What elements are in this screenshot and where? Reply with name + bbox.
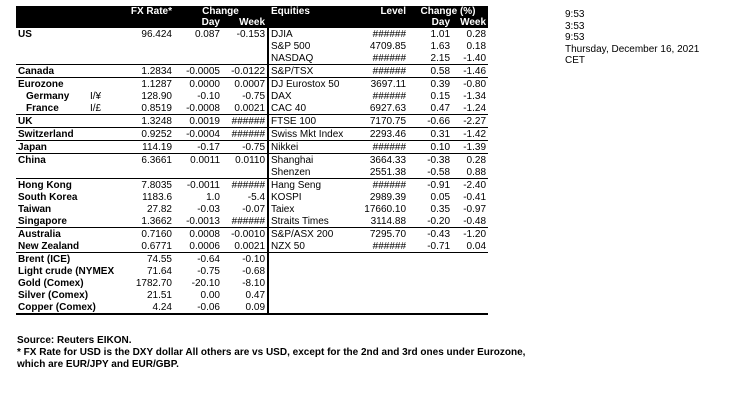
equity-level: 4709.85: [369, 40, 407, 52]
fx-change-week: -0.75: [242, 90, 266, 102]
fx-change-day: -0.0004: [174, 128, 222, 141]
equity-index: [268, 301, 360, 314]
fx-rate: 1.3248: [108, 115, 174, 128]
rate-unit: [88, 215, 108, 228]
equity-change-day: -0.71: [427, 240, 451, 252]
fx-change-day: 0.087: [194, 28, 220, 40]
equity-level: ######: [372, 240, 407, 252]
timestamp-block: [565, 9, 699, 67]
rate-unit: [88, 289, 108, 301]
fx-change-week: 0.47: [245, 289, 266, 301]
equity-level: 17660.10: [364, 203, 407, 215]
equity-level: 3697.11: [360, 78, 408, 91]
fx-change-day: 0.0000: [174, 78, 222, 91]
rate-unit: [88, 191, 108, 203]
equity-change-week: -1.39: [452, 141, 488, 154]
equity-index: KOSPI: [268, 191, 360, 203]
fx-change-day: -0.03: [197, 203, 220, 215]
fx-change-day: 0.0006: [189, 240, 220, 252]
header-blank: [88, 6, 108, 17]
equity-change-day: [408, 265, 452, 277]
equity-change-day: 0.05: [430, 191, 451, 203]
equity-level: [360, 277, 408, 289]
equity-change-week: 0.28: [466, 28, 487, 40]
equity-change-day: 0.35: [430, 203, 451, 215]
header-subrow: [16, 17, 488, 28]
equity-change-day: 0.47: [430, 102, 451, 114]
fx-change-day: -0.0013: [186, 215, 220, 227]
header-row: [16, 6, 488, 17]
table-row: [16, 215, 488, 228]
fx-rate: 0.6771: [141, 240, 172, 252]
equity-level: ######: [360, 141, 408, 154]
table-row: [16, 28, 488, 40]
table-row: [16, 203, 488, 215]
equity-change-day: 0.15: [430, 90, 451, 102]
equity-index: S&P/ASX 200: [268, 228, 360, 241]
equity-level: ######: [372, 28, 407, 40]
equity-level: ######: [372, 90, 407, 102]
equity-index: DAX: [268, 90, 360, 102]
equity-change-week: [452, 289, 488, 301]
fx-rate: 1.2834: [108, 65, 174, 78]
rate-unit: [88, 240, 108, 253]
country-name: [16, 40, 88, 52]
equity-change-day: 1.01: [430, 28, 451, 40]
fx-change-week: ######: [231, 215, 266, 227]
country-name: Singapore: [18, 215, 67, 227]
country-name: Eurozone: [16, 78, 88, 91]
header-blank: [16, 6, 88, 17]
equity-change-day: -0.91: [408, 179, 452, 192]
equity-change-week: -0.41: [463, 191, 487, 203]
equity-level: [360, 253, 408, 266]
equity-change-week: [452, 253, 488, 266]
equity-level: ######: [360, 65, 408, 78]
fx-change-week: 0.0007: [222, 78, 268, 91]
equity-change-week: 0.18: [466, 40, 487, 52]
rate-unit: I/¥: [90, 90, 102, 102]
rate-unit: [88, 65, 108, 78]
equity-index: DJ Eurostox 50: [268, 78, 360, 91]
header-eq-week: Week: [452, 17, 488, 28]
header-fx-rate: FX Rate*: [108, 6, 174, 17]
fx-rate: 128.90: [141, 90, 172, 102]
table-row: [16, 166, 488, 179]
timestamp-line: 9:53: [565, 32, 585, 43]
equity-change-day: -0.20: [427, 215, 451, 227]
equity-level: 2293.46: [360, 128, 408, 141]
fx-change-day: -0.10: [197, 90, 220, 102]
header-blank: [16, 17, 88, 28]
fx-rate: 21.51: [146, 289, 172, 301]
equity-index: Straits Times: [268, 215, 360, 228]
table-row: [16, 141, 488, 154]
equity-change-day: 0.39: [408, 78, 452, 91]
fx-change-week: -0.153: [236, 28, 266, 40]
equity-index: S&P 500: [268, 40, 360, 52]
fx-rate: 0.7160: [108, 228, 174, 241]
fx-change-week: [222, 40, 268, 52]
equity-change-day: [408, 253, 452, 266]
equity-change-week: [452, 301, 488, 314]
rate-unit: [88, 52, 108, 65]
equity-level: 7295.70: [360, 228, 408, 241]
equity-change-week: -2.40: [452, 179, 488, 192]
country-name: Hong Kong: [16, 179, 88, 192]
fx-change-week: -8.10: [242, 277, 266, 289]
timestamp-line: Thursday, December 16, 2021: [565, 43, 700, 55]
equity-index: Swiss Mkt Index: [268, 128, 360, 141]
fx-change-day: 0.0008: [174, 228, 222, 241]
equity-index: Hang Seng: [268, 179, 360, 192]
fx-rate: 6.3661: [108, 154, 174, 167]
rate-unit: [88, 166, 108, 179]
timestamp-line: CET: [565, 55, 585, 66]
header-blank: [108, 17, 174, 28]
fx-footnote: * FX Rate for USD is the DXY dollar All others are vs USD, except for the 2nd and 3rd ones under Eurozone,: [17, 347, 526, 358]
equity-index: S&P/TSX: [268, 65, 360, 78]
fx-change-day: -0.64: [174, 253, 222, 266]
header-change-pct: Change (%): [408, 6, 488, 17]
header-week: Week: [222, 17, 268, 28]
fx-rate: 0.8519: [141, 102, 172, 114]
equity-level: ######: [360, 179, 408, 192]
equity-change-week: 0.04: [466, 240, 487, 252]
header-day: Day: [174, 17, 222, 28]
rate-unit: [88, 154, 108, 167]
equity-change-week: 0.28: [452, 154, 488, 167]
fx-change-week: 0.0021: [234, 102, 266, 114]
fx-rate: 1.1287: [108, 78, 174, 91]
table-row: [16, 65, 488, 78]
equity-change-week: -1.34: [463, 90, 487, 102]
fx-rate: [108, 52, 174, 65]
table-row: [16, 78, 488, 91]
fx-change-week: -0.0010: [222, 228, 268, 241]
rate-unit: [88, 277, 108, 289]
equity-index: [268, 289, 360, 301]
source-note: Source: Reuters EIKON.: [17, 335, 132, 346]
fx-rate: 7.8035: [108, 179, 174, 192]
rate-unit: [88, 179, 108, 192]
rate-unit: [88, 78, 108, 91]
country-name: Australia: [16, 228, 88, 241]
table-row: [16, 253, 488, 266]
equity-change-week: -1.42: [452, 128, 488, 141]
fx-rate: 0.9252: [108, 128, 174, 141]
fx-change-week: -0.07: [242, 203, 266, 215]
equity-index: NZX 50: [268, 240, 360, 253]
fx-change-day: [174, 52, 222, 65]
equity-change-week: -0.48: [463, 215, 487, 227]
equity-level: 6927.63: [369, 102, 407, 114]
table-row: [16, 301, 488, 314]
fx-change-week: [222, 166, 268, 179]
country-name: Copper (Comex): [18, 301, 96, 313]
equity-level: [360, 301, 408, 314]
equity-change-week: -1.46: [452, 65, 488, 78]
equity-level: [360, 265, 408, 277]
header-eq-day: Day: [408, 17, 452, 28]
table-row: [16, 40, 488, 52]
equity-level: 3664.33: [360, 154, 408, 167]
timestamp-line: 9:53: [565, 9, 585, 20]
rate-unit: I/£: [90, 102, 102, 114]
equity-level: 2551.38: [369, 166, 407, 178]
country-name: South Korea: [18, 191, 78, 203]
equity-change-week: [452, 265, 488, 277]
fx-change-week: 0.0021: [234, 240, 266, 252]
country-name: [16, 166, 88, 179]
fx-rate: 96.424: [141, 28, 172, 40]
fx-change-week: [222, 52, 268, 65]
country-name: Germany: [26, 90, 70, 102]
table-row: [16, 52, 488, 65]
fx-rate: 1183.6: [142, 191, 172, 203]
rate-unit: [88, 115, 108, 128]
fx-change-day: -0.06: [174, 301, 222, 314]
table-row: [16, 191, 488, 203]
table-row: [16, 90, 488, 102]
header-equities: Equities: [268, 6, 360, 17]
fx-rate: 74.55: [108, 253, 174, 266]
equity-change-week: -1.40: [463, 52, 487, 64]
equity-change-day: -0.43: [408, 228, 452, 241]
fx-change-day: -0.75: [197, 265, 220, 277]
equity-level: 3114.88: [370, 215, 407, 227]
equity-change-day: 0.31: [408, 128, 452, 141]
table-row: [16, 289, 488, 301]
fx-rate: 114.19: [108, 141, 174, 154]
equity-change-day: 0.10: [408, 141, 452, 154]
fx-change-week: 0.0110: [222, 154, 268, 167]
country-name: Silver (Comex): [18, 289, 89, 301]
country-name: [16, 52, 88, 65]
fx-rate: 71.64: [146, 265, 172, 277]
fx-change-week: ######: [222, 179, 268, 192]
equity-index: DJIA: [268, 28, 360, 40]
header-blank: [360, 17, 408, 28]
country-name: Gold (Comex): [18, 277, 84, 289]
equity-change-day: [408, 301, 452, 314]
equity-index: FTSE 100: [268, 115, 360, 128]
fx-change-week: 0.09: [222, 301, 268, 314]
equity-change-day: -0.38: [408, 154, 452, 167]
fx-change-week: -0.75: [222, 141, 268, 154]
country-name: Light crude (NYMEX: [18, 265, 115, 277]
footnotes: [17, 335, 525, 371]
country-name: France: [26, 102, 59, 114]
fx-change-week: ######: [222, 115, 268, 128]
rate-unit: [88, 141, 108, 154]
country-name: Switzerland: [16, 128, 88, 141]
timestamp-line: 3:53: [565, 20, 585, 32]
equity-index: [268, 253, 360, 266]
market-data-table: [16, 6, 488, 315]
rate-unit: [88, 203, 108, 215]
equity-index: NASDAQ: [268, 52, 360, 65]
equity-index: CAC 40: [268, 102, 360, 115]
equity-index: Shenzen: [268, 166, 360, 179]
equity-index: [268, 277, 360, 289]
fx-change-day: 1.0: [206, 191, 220, 203]
country-name: UK: [16, 115, 88, 128]
fx-change-day: -0.0005: [174, 65, 222, 78]
equity-index: Taiex: [268, 203, 360, 215]
fx-rate: [108, 166, 174, 179]
equity-index: [268, 265, 360, 277]
equity-change-day: -0.66: [408, 115, 452, 128]
fx-change-week: -0.0122: [222, 65, 268, 78]
header-blank: [268, 17, 360, 28]
equity-level: [360, 289, 408, 301]
country-name: China: [16, 154, 88, 167]
header-change: Change: [174, 6, 268, 17]
fx-rate: 1.3662: [141, 215, 172, 227]
fx-change-day: [174, 40, 222, 52]
equity-change-day: [408, 277, 452, 289]
fx-footnote-cont: which are EUR/JPY and EUR/GBP.: [17, 359, 179, 370]
equity-index: Nikkei: [268, 141, 360, 154]
fx-change-day: 0.0011: [174, 154, 222, 167]
fx-change-week: -0.68: [242, 265, 266, 277]
rate-unit: [88, 28, 108, 40]
rate-unit: [88, 228, 108, 241]
country-name: Japan: [16, 141, 88, 154]
fx-change-day: -0.0011: [174, 179, 222, 192]
fx-change-day: -20.10: [191, 277, 220, 289]
fx-change-week: -0.10: [222, 253, 268, 266]
equity-index: Shanghai: [268, 154, 360, 167]
fx-rate: 4.24: [108, 301, 174, 314]
fx-rate: 27.82: [146, 203, 172, 215]
table-row: [16, 128, 488, 141]
fx-rate: 1782.70: [135, 277, 172, 289]
equity-level: ######: [372, 52, 407, 64]
equity-change-day: 1.63: [430, 40, 451, 52]
equity-change-day: 2.15: [430, 52, 451, 64]
table-row: [16, 115, 488, 128]
equity-change-day: -0.58: [427, 166, 451, 178]
fx-rate: [108, 40, 174, 52]
equity-change-day: [408, 289, 452, 301]
rate-unit: [88, 253, 108, 266]
rate-unit: [88, 128, 108, 141]
table-row: [16, 228, 488, 241]
equity-level: 7170.75: [360, 115, 408, 128]
country-name: Brent (ICE): [16, 253, 88, 266]
equity-change-day: 0.58: [408, 65, 452, 78]
table-row: [16, 102, 488, 115]
fx-change-day: -0.17: [174, 141, 222, 154]
equity-level: 2989.39: [369, 191, 407, 203]
table-row: [16, 265, 488, 277]
table-row: [16, 277, 488, 289]
fx-change-day: [174, 166, 222, 179]
fx-change-day: 0.00: [200, 289, 220, 301]
country-name: Canada: [16, 65, 88, 78]
header-level: Level: [360, 6, 408, 17]
fx-change-day: -0.0008: [186, 102, 220, 114]
table-row: [16, 154, 488, 167]
fx-change-week: -5.4: [247, 191, 266, 203]
equity-change-week: -0.80: [452, 78, 488, 91]
equity-change-week: [452, 277, 488, 289]
header-blank: [88, 17, 108, 28]
equity-change-week: -2.27: [452, 115, 488, 128]
table-row: [16, 240, 488, 253]
country-name: US: [18, 28, 32, 40]
country-name: Taiwan: [18, 203, 52, 215]
country-name: New Zealand: [18, 240, 80, 252]
fx-change-day: 0.0019: [174, 115, 222, 128]
table-row: [16, 179, 488, 192]
equity-change-week: -0.97: [463, 203, 487, 215]
equity-change-week: -1.24: [463, 102, 487, 114]
rate-unit: [88, 40, 108, 52]
fx-change-week: ######: [222, 128, 268, 141]
equity-change-week: 0.88: [466, 166, 487, 178]
equity-change-week: -1.20: [452, 228, 488, 241]
